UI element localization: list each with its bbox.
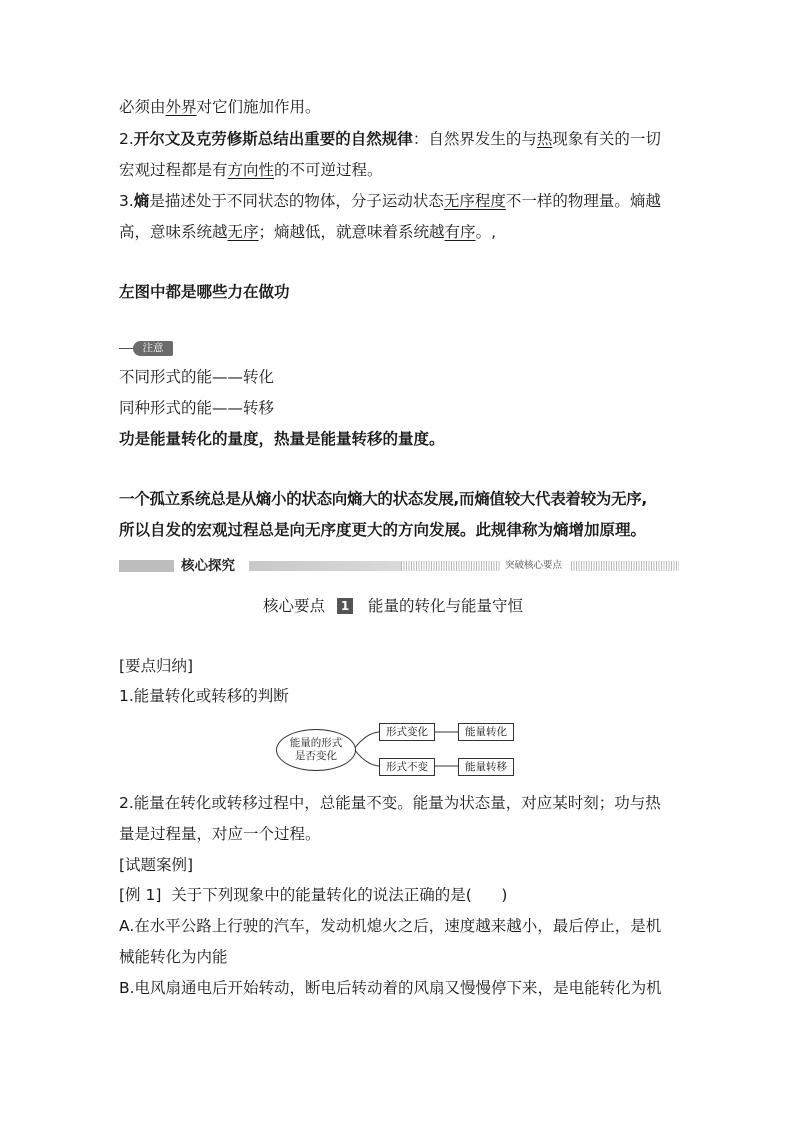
text-span: 。,: [475, 223, 496, 241]
bottom-condition-box: 形式不变: [379, 758, 435, 776]
text-span: 高，意味系统越: [119, 223, 228, 241]
heading-title: 能量的转化与能量守恒: [368, 597, 524, 615]
top-condition-box: 形式变化: [379, 723, 435, 741]
text-line-2: [119, 128, 661, 150]
text-line-9: 功是能量转化的量度，热量是能量转移的量度。: [119, 430, 445, 448]
text-span: 的不可逆过程。: [274, 161, 383, 179]
text-line-4: [119, 190, 661, 212]
text-line-5: [119, 221, 496, 243]
banner-block: [119, 560, 174, 572]
heading-number: 1: [337, 598, 353, 614]
text-line-20: B.电风扇通电后开始转动，断电后转动着的风扇又慢慢停下来，是电能转化为机: [119, 979, 662, 997]
underlined-term: 无序程度: [443, 192, 506, 210]
note-tag: [119, 341, 175, 357]
text-line-1: [119, 96, 321, 118]
text-span: 2.: [119, 130, 134, 148]
section-banner: [119, 557, 679, 575]
question-line: 左图中都是哪些力在做功: [119, 283, 290, 301]
text-span: 不一样的物理量。熵越: [505, 192, 661, 210]
banner-stripes: [571, 561, 679, 571]
underlined-term: 无序: [227, 223, 259, 241]
top-result-box: 能量转化: [458, 723, 514, 741]
text-line-11: 所以自发的宏观过程总是向无序度更大的方向发展。此规律称为熵增加原理。: [119, 521, 647, 539]
bottom-result-box: 能量转移: [458, 758, 514, 776]
note-label: 注意: [133, 341, 173, 356]
text-line-3: [119, 159, 383, 181]
text-span: 是描述处于不同状态的物体，分子运动状态: [149, 192, 444, 210]
underlined-term: 热: [536, 130, 553, 148]
text-line-19: 械能转化为内能: [119, 948, 228, 966]
text-span: ：自然界发生的与: [412, 130, 537, 148]
underlined-term: 方向性: [227, 161, 275, 179]
banner-subtitle: 突破核心要点: [505, 560, 563, 571]
text-span: 宏观过程都是有: [119, 161, 228, 179]
text-span: ；熵越低，就意味着系统越: [258, 223, 445, 241]
banner-title: 核心探究: [181, 558, 235, 574]
energy-diagram: [276, 717, 516, 783]
text-span: 对它们施加作用。: [196, 98, 321, 116]
text-line-13: 1.能量转化或转移的判断: [119, 687, 289, 705]
underlined-term: 外界: [165, 98, 197, 116]
text-span: 现象有关的一切: [552, 130, 661, 148]
center-node: [276, 729, 356, 771]
underlined-term: 有序: [444, 223, 476, 241]
text-line-18: A.在水平公路上行驶的汽车，发动机熄火之后，速度越来越小，最后停止，是机: [119, 917, 662, 935]
text-line-17: [例 1] 关于下列现象中的能量转化的说法正确的是( ): [119, 886, 508, 904]
bold-term: 熵: [133, 192, 150, 210]
text-line-10: 一个孤立系统总是从熵小的状态向熵大的状态发展,而熵值较大代表着较为无序,: [119, 490, 647, 508]
banner-stripes: [401, 561, 501, 571]
center-label-2: 是否变化: [295, 750, 337, 762]
text-line-8: 同种形式的能——转移: [119, 399, 275, 417]
text-span: 3.: [119, 192, 134, 210]
text-line-12: [要点归纳]: [119, 657, 194, 675]
bold-term: 开尔文及克劳修斯总结出重要的自然规律: [133, 130, 413, 148]
text-line-16: [试题案例]: [119, 856, 194, 874]
text-line-7: 不同形式的能——转化: [119, 368, 275, 386]
text-line-14: 2.能量在转化或转移过程中，总能量不变。能量为状态量，对应某时刻；功与热: [119, 794, 661, 812]
heading-prefix: 核心要点: [263, 597, 326, 615]
text-line-15: 量是过程量，对应一个过程。: [119, 825, 321, 843]
text-span: 必须由: [119, 98, 166, 116]
center-label-1: 能量的形式: [289, 737, 343, 749]
